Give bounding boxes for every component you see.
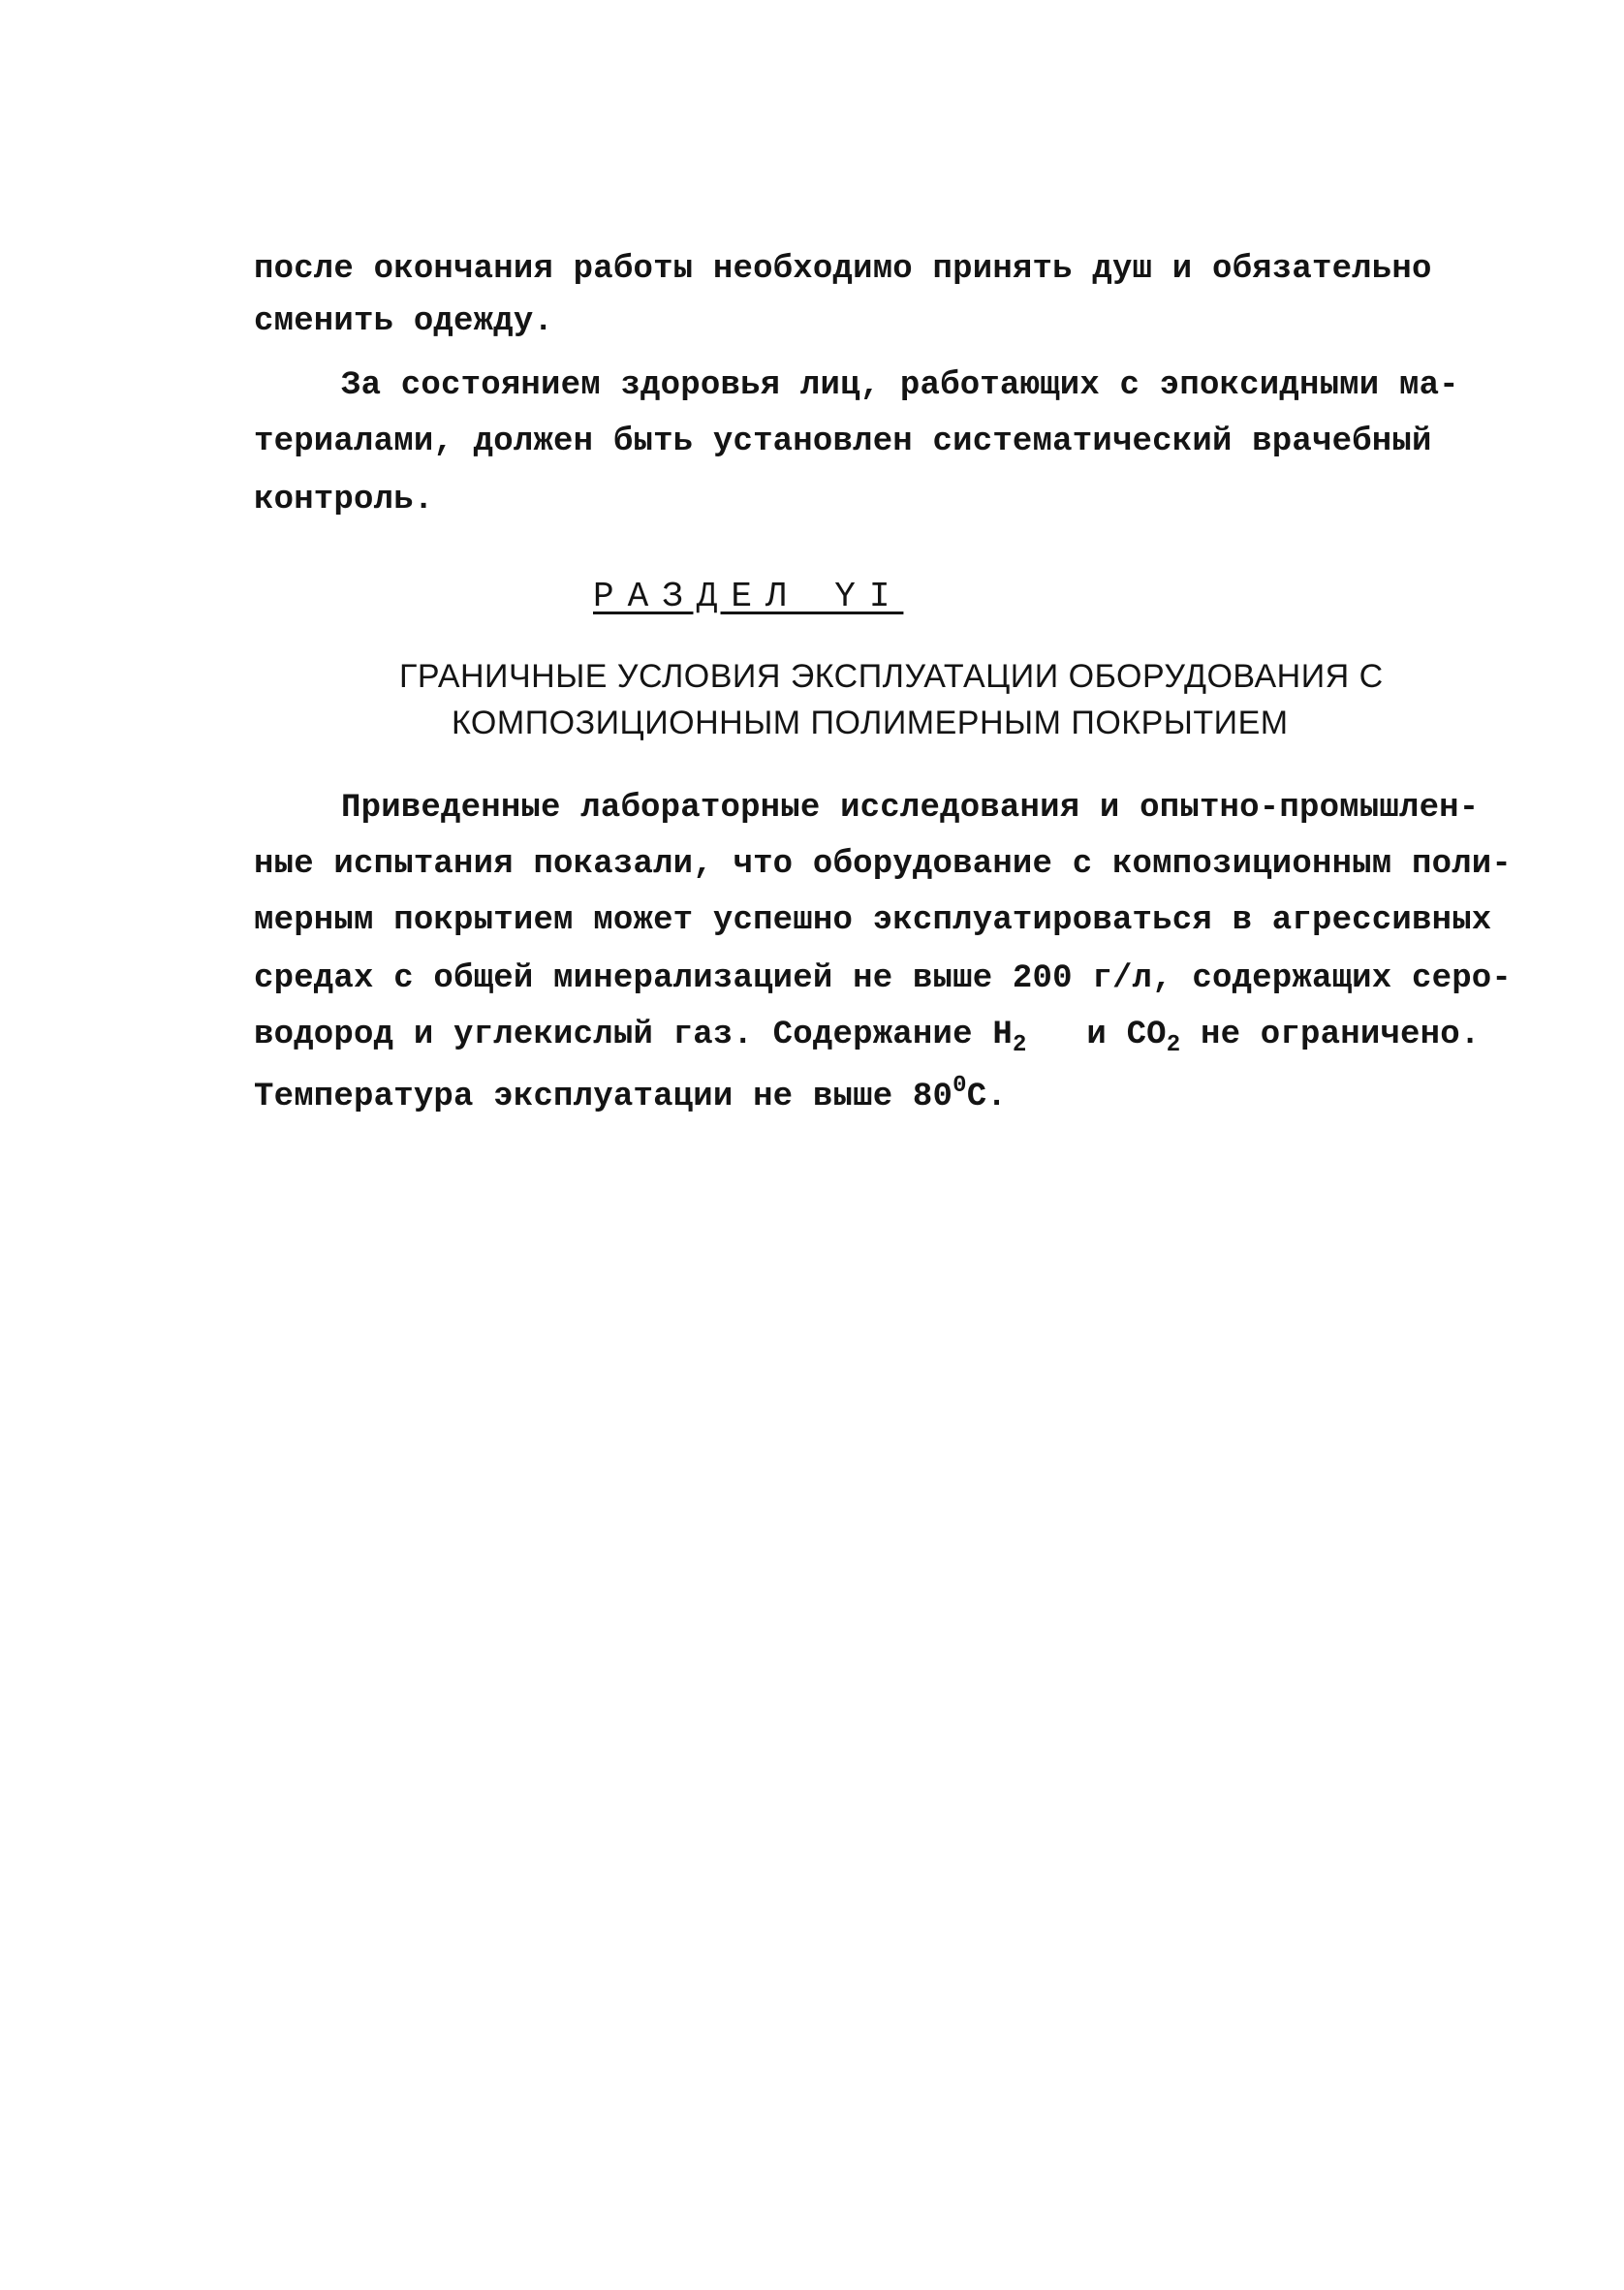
line-5-text-a: водород и углекислый газ. Содержание H	[254, 1017, 1013, 1053]
paragraph-2-line-3: контроль.	[254, 482, 434, 518]
paragraph-1-line-1: после окончания работы необходимо принять душ и обязательно	[254, 251, 1432, 288]
paragraph-3-line-4: средах с общей минерализацией не выше 200 г/л, содержащих серо-	[254, 960, 1513, 997]
h2-subscript: 2	[1012, 1032, 1027, 1058]
degree-superscript: 0	[953, 1073, 967, 1099]
section-heading-line-2: КОМПОЗИЦИОННЫМ ПОЛИМЕРНЫМ ПОКРЫТИЕМ	[452, 705, 1289, 741]
paragraph-2-line-2: териалами, должен быть установлен систематический врачебный	[254, 423, 1432, 460]
paragraph-3-line-3: мерным покрытием может успешно эксплуатироваться в агрессивных	[254, 902, 1492, 939]
line-6-text-a: Температура эксплуатации не выше 80	[254, 1079, 953, 1115]
paragraph-3-line-6	[254, 1073, 1007, 1116]
paragraph-2-line-1: За состоянием здоровья лиц, работающих с эпоксидными ма-	[341, 367, 1459, 404]
line-6-text-b: С.	[966, 1079, 1007, 1115]
section-heading-line-1: ГРАНИЧНЫЕ УСЛОВИЯ ЭКСПЛУАТАЦИИ ОБОРУДОВАНИЯ С	[399, 658, 1384, 695]
paragraph-3-line-1: Приведенные лабораторные исследования и опытно-промышлен-	[341, 790, 1480, 827]
section-title: РАЗДЕЛ YI	[593, 577, 904, 616]
line-5-text-c: не ограничено.	[1180, 1017, 1481, 1053]
paragraph-3-line-2: ные испытания показали, что оборудование с композиционным поли-	[254, 846, 1513, 883]
paragraph-3-line-5	[254, 1016, 1481, 1058]
co2-subscript: 2	[1166, 1032, 1181, 1058]
paragraph-1-line-2: сменить одежду.	[254, 303, 554, 340]
line-5-text-b: и CO	[1026, 1017, 1167, 1053]
